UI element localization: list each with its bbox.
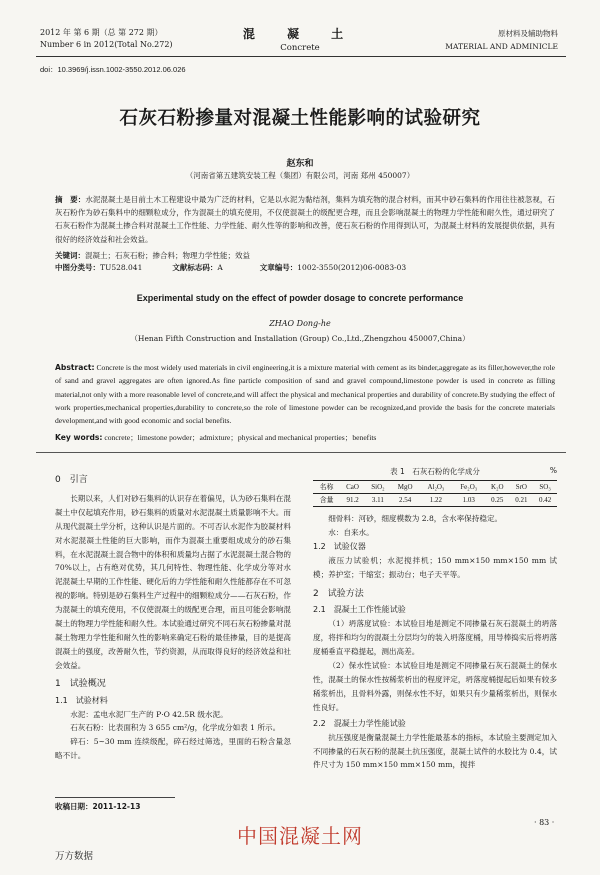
section-cn: 原材料及辅助物料	[498, 29, 558, 38]
table-header-cell: SiO₂	[365, 481, 391, 494]
footer-source: 万方数据	[55, 851, 94, 862]
sec2-2-heading: 2.2 混凝土力学性能试验	[313, 718, 406, 728]
table-header-cell: 名称	[313, 481, 340, 494]
sec2-1-heading: 2.1 混凝土工作性能试验	[313, 605, 406, 615]
table-header-cell: K₂O	[485, 481, 509, 494]
material-sand: 细骨料：河砂，细度模数为 2.8，含水率保持稳定。	[328, 514, 503, 523]
abstract-cn-label: 摘 要：	[55, 195, 86, 204]
table1-unit: %	[549, 466, 557, 475]
sec1-2-heading: 1.2 试验仪器	[313, 541, 366, 551]
sec1-heading: 1 试验概况	[55, 678, 106, 689]
table1-title: 表 1 石灰石粉的化学成分	[390, 467, 480, 476]
doc-label: 文献标志码：	[172, 263, 218, 272]
table-cell: 0.25	[485, 494, 509, 507]
issue-en: Number 6 in 2012(Total No.272)	[40, 40, 173, 49]
footnote-rule	[55, 797, 175, 798]
table-row	[313, 494, 557, 507]
table-cell: 3.11	[365, 494, 391, 507]
left-column	[55, 474, 291, 763]
clc-label: 中图分类号：	[55, 263, 100, 272]
table-cell: 2.54	[391, 494, 420, 507]
affiliation: （河南省第五建筑安装工程（集团）有限公司，河南 郑州 450007）	[185, 171, 415, 180]
abstract-cn	[55, 193, 555, 246]
keywords-cn-label: 关键词：	[55, 251, 85, 260]
keywords-en	[55, 431, 555, 444]
header-rule	[36, 56, 566, 57]
table1-caption	[313, 466, 557, 477]
journal-en: Concrete	[280, 43, 320, 53]
water-retention-text: （2）保水性试验：本试验目地是测定不同掺量石灰石混凝土的保水性，混凝土的保水性按稀浆析出的程度评定，坍落度桶提起后如果有较多稀浆析出，且骨料外露，则保水性不好，如果只有少量稀浆析出，则保水性良好。	[313, 661, 557, 712]
author: 赵东和	[286, 159, 314, 169]
doi: doi：10.3969/j.issn.1002-3550.2012.06.026	[40, 65, 186, 74]
table-cell: 1.03	[452, 494, 485, 507]
classification	[55, 262, 555, 273]
sec0-heading: 0 引言	[55, 475, 88, 485]
abstract-en	[55, 361, 555, 427]
keywords-en-label: Key words:	[55, 433, 103, 442]
table-header-cell: MgO	[391, 481, 420, 494]
table-cell: 0.21	[509, 494, 533, 507]
table-cell: 含量	[313, 494, 340, 507]
table-header-cell: SO₃	[533, 481, 557, 494]
abstract-en-label: Abstract:	[55, 363, 95, 372]
table1	[313, 480, 557, 507]
clc-value: TU528.041	[100, 263, 143, 272]
abstract-en-text: Concrete is the most widely used materials in civil engineering,it is a mixture material with cement as its binder,aggregate as its filler,however,the role of sand and gravel aggregates are often ignored.As fine particle composition of sand and gravel compound,limestone powder is used in concrete as filling material,not only with a more reasonable level of concrete,and will affect the physical and mechanical properties and durability of concrete.By studying the effect of work properties,mechanical properties,durability to concrete,so the role of limestone powder can be recognized,and provide the basis for the concrete materials development,and with good economic and social benefits.	[55, 363, 555, 426]
material-limestone: 石灰石粉：比表面积为 3 655 cm²/g，化学成分如表 1 所示。	[70, 723, 281, 733]
issue-cn: 2012 年 第 6 期（总 第 272 期）	[40, 28, 163, 37]
table-header-row	[313, 481, 557, 494]
table-header-cell: CaO	[340, 481, 365, 494]
material-gravel: 碎石：5~30 mm 连续级配，碎石经过筛选，里面的石粉含量忽略不计。	[55, 737, 291, 761]
page-number: · 83 ·	[534, 818, 555, 827]
table-header-cell: Al₂O₃	[420, 481, 453, 494]
keywords-cn	[55, 249, 555, 262]
instruments-text: 液压力试验机；水泥搅拌机；150 mm×150 mm×150 mm 试模；养护室；干缩室；振动台；电子天平等。	[313, 555, 557, 579]
abstract-cn-text: 水泥混凝土是目前土木工程建设中最为广泛的材料，它是以水泥为黏结剂，集料为填充物的混合材料，而其中砂石集料的作用往往被忽视，石灰石粉作为砂石集料中的细颗粒成分，作为混凝土的填充使用，不仅使混凝土的级配更合理，而且会影响混凝土的物理力学性能和耐久性，通过研究了石灰石粉作为混凝土掺合料对混凝土工作性能、力学性能、耐久性等的影响和改善，使石灰石粉的作用得到认可，为混凝土材料的发展提供依据，具有很好的经济效益和社会效益。	[55, 195, 556, 244]
english-author: ZHAO Dong-he	[269, 319, 331, 328]
table-header-cell: SrO	[509, 481, 533, 494]
material-cement: 水泥：孟电水泥厂生产的 P·O 42.5R 级水泥。	[70, 709, 228, 719]
slump-test-text: （1）坍落度试验：本试验目地是测定不同掺量石灰石混凝土的坍落度，将拌和均匀的混凝土分层均匀的装入坍落度桶，用导棒捣实后将坍落度桶垂直平稳提起，测出高差。	[313, 619, 557, 657]
table-cell: 1.22	[420, 494, 453, 507]
english-title: Experimental study on the effect of powder dosage to concrete performance	[136, 293, 464, 303]
table-cell: 0.42	[533, 494, 557, 507]
sec2-heading: 2 试验方法	[313, 588, 364, 599]
table-cell: 91.2	[340, 494, 365, 507]
right-column	[313, 512, 557, 772]
mechanics-text: 抗压强度是衡量混凝土力学性能最基本的指标，本试验主要测定加入不同掺量的石灰石粉的混凝土抗压强度，混凝土试件的水胶比为 0.4，试件尺寸为 150 mm×150 mm×150 mm，搅拌	[313, 732, 557, 770]
keywords-cn-text: 混凝土；石灰石粉；掺合料；物理力学性能；效益	[85, 251, 250, 260]
article-label: 文章编号：	[259, 263, 298, 272]
doc-value: A	[217, 263, 223, 272]
site-watermark: 中国混凝土网	[237, 824, 363, 848]
section-en: MATERIAL AND ADMINICLE	[445, 42, 558, 51]
journal-cn: 混 凝 土	[242, 27, 358, 41]
table-header-cell: Fe₂O₃	[452, 481, 485, 494]
chem-table	[313, 480, 557, 507]
sec1-1-heading: 1.1 试验材料	[55, 695, 108, 705]
english-affiliation: （Henan Fifth Construction and Installation (Group) Co.,Ltd.,Zhengzhou 450007,China）	[130, 334, 470, 343]
material-water: 水：自来水。	[328, 527, 374, 537]
section-divider	[36, 452, 566, 453]
article-value: 1002-3550(2012)06-0083-03	[297, 263, 407, 272]
keywords-en-text: concrete；limestone powder；admixture；physical and mechanical properties；benefits	[104, 433, 377, 442]
section-info	[445, 27, 558, 53]
sec0-paragraph: 长期以来，人们对砂石集料的认识存在着偏见，认为砂石集料在混凝土中仅起填充作用，砂石集料的质量对水泥混凝土质量影响不大。而从现代混凝土学分析，这种认识是片面的。不可否认水泥作为胶凝材料对水泥混凝土性能的巨大影响，而作为混凝土重要组成成分的砂石集料，在水泥混凝土混合物中的体积和质量均占据了水泥混凝土混合物的70%以上，占有绝对优势，其几何特性、物理性能、化学成分等对水泥混凝土早期的工作性能、硬化后的力学性能和耐久性能都存在不可忽视的影响。特别是砂石集料生产过程中的细颗粒成分——石灰石粉，作为混凝土的填充使用，不仅使混凝土的级配更合理，而且可能会影响混凝土的物理力学性能和耐久性。本试验通过研究不同石灰石粉掺量对混凝土物理力学性能和耐久性的影响来确定石粉的最佳掺量，目的是提高混凝土的强度，改善耐久性，节约资源，从而取得良好的经济效益和社会效益。	[55, 493, 291, 670]
paper-title: 石灰石粉掺量对混凝土性能影响的试验研究	[119, 108, 481, 129]
received-date: 收稿日期：2011-12-13	[55, 802, 141, 811]
